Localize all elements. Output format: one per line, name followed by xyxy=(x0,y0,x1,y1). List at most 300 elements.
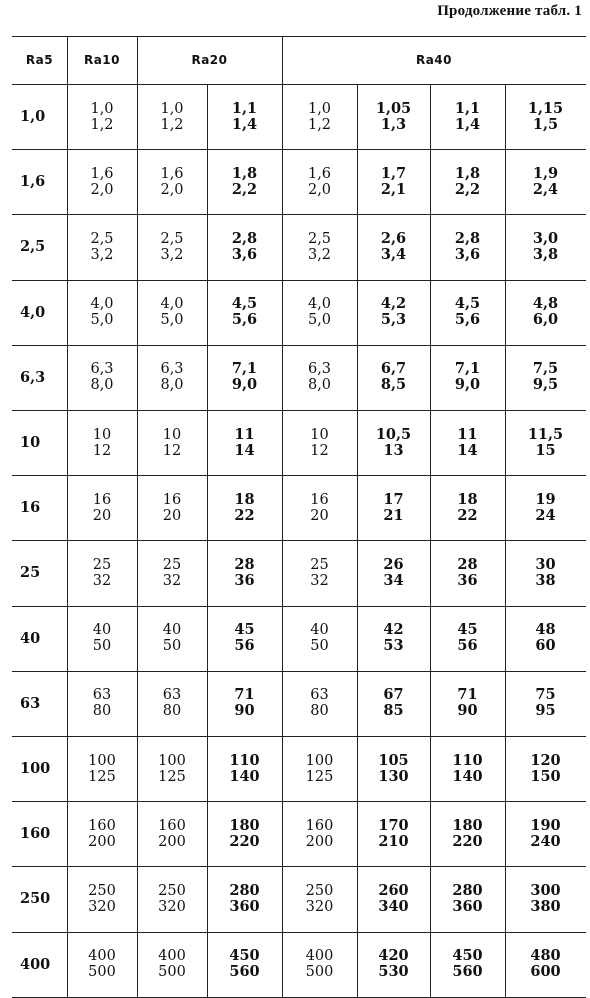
upper-value: 7,5 xyxy=(532,360,559,378)
upper-value: 4,0 xyxy=(160,296,184,313)
lower-value: 20 xyxy=(92,507,112,524)
value-pair xyxy=(90,231,113,263)
upper-value: 71 xyxy=(234,686,255,704)
value-cell xyxy=(430,214,505,279)
lower-value: 2,0 xyxy=(160,181,184,198)
lower-value: 5,0 xyxy=(90,312,114,329)
value-pair xyxy=(88,948,116,980)
value-pair xyxy=(535,492,555,524)
lower-value: 80 xyxy=(162,703,182,720)
lower-value: 8,0 xyxy=(90,377,114,394)
value-pair xyxy=(378,948,408,980)
value-pair xyxy=(528,427,563,459)
value-cell xyxy=(67,540,137,605)
value-pair xyxy=(535,687,555,719)
upper-value: 300 xyxy=(530,881,561,899)
upper-value: 25 xyxy=(162,556,182,573)
upper-value: 48 xyxy=(535,621,556,639)
value-cell xyxy=(282,736,357,801)
lower-value: 5,0 xyxy=(160,312,184,329)
lower-value: 500 xyxy=(305,964,334,981)
upper-value: 100 xyxy=(158,752,186,769)
upper-value: 110 xyxy=(452,751,483,769)
value-cell xyxy=(67,149,137,214)
upper-value: 67 xyxy=(383,686,404,704)
upper-value: 26 xyxy=(383,555,404,573)
upper-value: 2,5 xyxy=(307,230,332,247)
value-cell xyxy=(357,736,430,801)
lower-value: 2,2 xyxy=(454,180,481,198)
lower-value: 12 xyxy=(92,442,112,459)
value-cell xyxy=(505,540,586,605)
upper-value: 120 xyxy=(530,751,561,769)
value-pair xyxy=(535,557,555,589)
upper-value: 100 xyxy=(88,752,116,769)
value-pair xyxy=(457,622,477,654)
table-row xyxy=(12,149,586,214)
lower-value: 60 xyxy=(535,637,556,655)
upper-value: 75 xyxy=(535,686,556,704)
upper-value: 1,8 xyxy=(454,164,481,182)
value-pair xyxy=(160,231,183,263)
value-cell xyxy=(357,866,430,931)
table-row xyxy=(12,606,586,671)
upper-value: 2,5 xyxy=(160,230,184,247)
value-pair xyxy=(383,557,403,589)
value-pair xyxy=(310,622,328,654)
lower-value: 36 xyxy=(234,571,255,589)
value-cell xyxy=(137,540,207,605)
value-pair xyxy=(376,427,411,459)
value-pair xyxy=(528,101,563,133)
value-pair xyxy=(378,818,408,850)
table-row xyxy=(12,280,586,345)
value-cell xyxy=(430,84,505,149)
value-pair xyxy=(158,883,186,915)
value-pair xyxy=(308,361,331,393)
ra5-value: 160 xyxy=(20,825,51,843)
value-pair xyxy=(232,231,257,263)
ra5-value: 400 xyxy=(20,955,51,973)
lower-value: 320 xyxy=(88,898,116,915)
lower-value: 500 xyxy=(88,964,116,981)
value-cell xyxy=(67,606,137,671)
upper-value: 4,5 xyxy=(454,295,481,313)
upper-value: 63 xyxy=(310,687,329,704)
lower-value: 200 xyxy=(88,833,116,850)
lower-value: 5,0 xyxy=(307,312,332,329)
value-cell xyxy=(505,149,586,214)
value-pair xyxy=(533,231,558,263)
value-cell xyxy=(67,866,137,931)
value-cell xyxy=(505,84,586,149)
value-pair xyxy=(306,948,334,980)
value-pair xyxy=(308,231,331,263)
upper-value: 28 xyxy=(234,555,255,573)
value-pair xyxy=(308,296,331,328)
lower-value: 1,2 xyxy=(160,116,184,133)
value-pair xyxy=(158,818,186,850)
value-cell xyxy=(137,84,207,149)
upper-value: 450 xyxy=(229,947,260,965)
value-cell xyxy=(430,475,505,540)
value-pair xyxy=(535,622,555,654)
value-cell xyxy=(505,475,586,540)
upper-value: 40 xyxy=(92,622,112,639)
table-row xyxy=(12,540,586,605)
value-cell xyxy=(282,475,357,540)
lower-value: 500 xyxy=(158,964,186,981)
value-pair xyxy=(308,166,331,198)
lower-value: 90 xyxy=(234,702,255,720)
table-row xyxy=(12,671,586,736)
upper-value: 10,5 xyxy=(375,425,412,443)
value-pair xyxy=(530,753,560,785)
header-ra40: Ra40 xyxy=(415,53,453,67)
value-pair xyxy=(163,492,181,524)
upper-value: 16 xyxy=(162,491,182,508)
lower-value: 14 xyxy=(457,441,478,459)
value-cell xyxy=(282,149,357,214)
upper-value: 250 xyxy=(305,882,334,899)
lower-value: 50 xyxy=(92,638,112,655)
lower-value: 200 xyxy=(305,833,334,850)
value-pair xyxy=(158,753,186,785)
lower-value: 34 xyxy=(383,571,404,589)
value-cell xyxy=(207,606,282,671)
lower-value: 3,2 xyxy=(160,246,184,263)
lower-value: 2,0 xyxy=(90,181,114,198)
lower-value: 3,6 xyxy=(231,245,258,263)
lower-value: 14 xyxy=(234,441,255,459)
upper-value: 6,3 xyxy=(90,361,114,378)
value-pair xyxy=(381,231,406,263)
value-cell xyxy=(207,84,282,149)
value-cell xyxy=(137,345,207,410)
lower-value: 9,0 xyxy=(231,376,258,394)
value-pair xyxy=(455,166,480,198)
lower-value: 53 xyxy=(383,637,404,655)
value-cell xyxy=(430,149,505,214)
value-pair xyxy=(308,101,331,133)
value-pair xyxy=(533,296,558,328)
column-rule xyxy=(357,84,358,997)
upper-value: 30 xyxy=(535,555,556,573)
table-row xyxy=(12,932,586,997)
lower-value: 50 xyxy=(162,638,182,655)
value-cell xyxy=(137,736,207,801)
lower-value: 50 xyxy=(310,638,329,655)
value-cell xyxy=(505,410,586,475)
value-cell xyxy=(207,671,282,736)
value-cell xyxy=(430,866,505,931)
value-cell xyxy=(282,671,357,736)
upper-value: 160 xyxy=(158,817,186,834)
upper-value: 1,0 xyxy=(307,100,332,117)
lower-value: 5,6 xyxy=(454,311,481,329)
value-pair xyxy=(90,166,113,198)
ra5-value: 10 xyxy=(20,434,41,452)
value-cell xyxy=(137,149,207,214)
upper-value: 40 xyxy=(310,622,329,639)
value-pair xyxy=(234,687,254,719)
table-continuation-caption: Продолжение табл. 1 xyxy=(437,3,582,19)
value-cell xyxy=(67,671,137,736)
value-pair xyxy=(310,687,328,719)
upper-value: 280 xyxy=(452,881,483,899)
lower-value: 15 xyxy=(535,441,556,459)
lower-value: 36 xyxy=(457,571,478,589)
upper-value: 1,1 xyxy=(231,99,258,117)
value-pair xyxy=(378,883,408,915)
lower-value: 32 xyxy=(310,572,329,589)
ra5-value: 1,0 xyxy=(20,108,46,126)
value-pair xyxy=(310,492,328,524)
lower-value: 1,3 xyxy=(380,115,407,133)
upper-value: 45 xyxy=(457,621,478,639)
upper-value: 45 xyxy=(234,621,255,639)
value-pair xyxy=(452,883,482,915)
lower-value: 140 xyxy=(452,767,483,785)
table-row xyxy=(12,475,586,540)
upper-value: 25 xyxy=(92,556,112,573)
value-pair xyxy=(234,622,254,654)
lower-value: 56 xyxy=(234,637,255,655)
value-pair xyxy=(457,687,477,719)
lower-value: 8,0 xyxy=(307,377,332,394)
value-pair xyxy=(452,818,482,850)
value-pair xyxy=(229,818,259,850)
ra5-value: 4,0 xyxy=(20,303,46,321)
value-pair xyxy=(381,361,406,393)
value-cell xyxy=(282,540,357,605)
upper-value: 1,0 xyxy=(160,100,184,117)
value-pair xyxy=(457,427,477,459)
value-cell xyxy=(67,410,137,475)
ra5-value: 16 xyxy=(20,499,41,517)
value-cell xyxy=(207,475,282,540)
table-row xyxy=(12,736,586,801)
value-pair xyxy=(383,622,403,654)
column-rule xyxy=(207,84,208,997)
value-pair xyxy=(381,296,406,328)
value-cell xyxy=(67,84,137,149)
lower-value: 8,0 xyxy=(160,377,184,394)
lower-value: 1,5 xyxy=(532,115,559,133)
value-pair xyxy=(90,296,113,328)
value-cell xyxy=(282,606,357,671)
value-cell xyxy=(430,540,505,605)
lower-value: 13 xyxy=(383,441,404,459)
lower-value: 125 xyxy=(158,768,186,785)
lower-value: 20 xyxy=(310,507,329,524)
lower-value: 125 xyxy=(305,768,334,785)
value-cell xyxy=(505,932,586,997)
upper-value: 18 xyxy=(234,490,255,508)
value-pair xyxy=(452,753,482,785)
table-row xyxy=(12,345,586,410)
value-pair xyxy=(455,101,480,133)
lower-value: 90 xyxy=(457,702,478,720)
ra5-value: 25 xyxy=(20,564,41,582)
lower-value: 360 xyxy=(452,897,483,915)
lower-value: 8,5 xyxy=(380,376,407,394)
value-cell xyxy=(67,345,137,410)
value-cell xyxy=(430,606,505,671)
lower-value: 200 xyxy=(158,833,186,850)
value-pair xyxy=(306,883,334,915)
value-cell xyxy=(207,149,282,214)
value-cell xyxy=(137,280,207,345)
ra5-value: 6,3 xyxy=(20,368,46,386)
value-cell xyxy=(282,280,357,345)
upper-value: 11 xyxy=(457,425,478,443)
ra5-value: 2,5 xyxy=(20,238,46,256)
upper-value: 160 xyxy=(88,817,116,834)
lower-value: 1,4 xyxy=(454,115,481,133)
value-pair xyxy=(306,818,334,850)
lower-value: 3,6 xyxy=(454,245,481,263)
upper-value: 1,7 xyxy=(380,164,407,182)
value-pair xyxy=(160,296,183,328)
value-pair xyxy=(234,427,254,459)
lower-value: 12 xyxy=(310,442,329,459)
value-cell xyxy=(430,345,505,410)
table-row xyxy=(12,801,586,866)
value-pair xyxy=(383,492,403,524)
lower-value: 150 xyxy=(530,767,561,785)
upper-value: 7,1 xyxy=(231,360,258,378)
lower-value: 56 xyxy=(457,637,478,655)
upper-value: 1,0 xyxy=(90,100,114,117)
value-cell xyxy=(207,214,282,279)
value-cell xyxy=(67,214,137,279)
upper-value: 400 xyxy=(88,948,116,965)
ra5-value: 100 xyxy=(20,760,51,778)
upper-value: 42 xyxy=(383,621,404,639)
upper-value: 280 xyxy=(229,881,260,899)
lower-value: 21 xyxy=(383,506,404,524)
column-rule xyxy=(430,84,431,997)
value-pair xyxy=(381,166,406,198)
upper-value: 3,0 xyxy=(532,229,559,247)
lower-value: 320 xyxy=(158,898,186,915)
upper-value: 4,5 xyxy=(231,295,258,313)
upper-value: 170 xyxy=(378,816,409,834)
column-rule xyxy=(282,36,283,997)
value-cell xyxy=(357,410,430,475)
value-pair xyxy=(530,818,560,850)
table-row xyxy=(12,410,586,475)
value-cell xyxy=(357,475,430,540)
ra5-value: 1,6 xyxy=(20,173,46,191)
upper-value: 400 xyxy=(305,948,334,965)
column-rule xyxy=(505,84,506,997)
value-cell xyxy=(357,801,430,866)
value-cell xyxy=(357,345,430,410)
value-cell xyxy=(67,475,137,540)
value-cell xyxy=(207,801,282,866)
upper-value: 71 xyxy=(457,686,478,704)
value-cell xyxy=(505,345,586,410)
upper-value: 450 xyxy=(452,947,483,965)
upper-value: 40 xyxy=(162,622,182,639)
upper-value: 1,6 xyxy=(160,165,184,182)
value-pair xyxy=(229,883,259,915)
value-pair xyxy=(234,492,254,524)
value-pair xyxy=(383,687,403,719)
value-pair xyxy=(93,427,111,459)
value-cell xyxy=(67,280,137,345)
upper-value: 1,15 xyxy=(527,99,564,117)
value-cell xyxy=(137,801,207,866)
value-pair xyxy=(229,753,259,785)
upper-value: 18 xyxy=(457,490,478,508)
value-pair xyxy=(160,361,183,393)
lower-value: 22 xyxy=(457,506,478,524)
value-pair xyxy=(90,361,113,393)
value-cell xyxy=(430,280,505,345)
lower-value: 5,6 xyxy=(231,311,258,329)
lower-value: 5,3 xyxy=(380,311,407,329)
lower-value: 12 xyxy=(162,442,182,459)
lower-value: 95 xyxy=(535,702,556,720)
value-pair xyxy=(232,361,257,393)
lower-value: 600 xyxy=(530,963,561,981)
lower-value: 22 xyxy=(234,506,255,524)
value-pair xyxy=(93,622,111,654)
value-pair xyxy=(93,492,111,524)
upper-value: 110 xyxy=(229,751,260,769)
upper-value: 1,1 xyxy=(454,99,481,117)
upper-value: 160 xyxy=(305,817,334,834)
header-ra10: Ra10 xyxy=(83,53,121,67)
value-pair xyxy=(378,753,408,785)
upper-value: 16 xyxy=(310,491,329,508)
lower-value: 320 xyxy=(305,898,334,915)
upper-value: 190 xyxy=(530,816,561,834)
upper-value: 105 xyxy=(378,751,409,769)
upper-value: 28 xyxy=(457,555,478,573)
lower-value: 80 xyxy=(310,703,329,720)
value-pair xyxy=(232,296,257,328)
value-cell xyxy=(207,866,282,931)
value-cell xyxy=(357,84,430,149)
lower-value: 560 xyxy=(229,963,260,981)
upper-value: 1,6 xyxy=(90,165,114,182)
header-ra5: Ra5 xyxy=(25,53,54,67)
value-cell xyxy=(282,84,357,149)
upper-value: 1,9 xyxy=(532,164,559,182)
ra5-value: 40 xyxy=(20,629,41,647)
lower-value: 85 xyxy=(383,702,404,720)
value-pair xyxy=(93,687,111,719)
upper-value: 250 xyxy=(158,882,186,899)
value-cell xyxy=(505,214,586,279)
value-cell xyxy=(430,932,505,997)
value-cell xyxy=(430,671,505,736)
value-cell xyxy=(67,932,137,997)
lower-value: 125 xyxy=(88,768,116,785)
upper-value: 2,8 xyxy=(231,229,258,247)
upper-value: 4,0 xyxy=(307,296,332,313)
column-rule xyxy=(137,36,138,997)
lower-value: 38 xyxy=(535,571,556,589)
value-cell xyxy=(282,932,357,997)
upper-value: 6,3 xyxy=(160,361,184,378)
lower-value: 530 xyxy=(378,963,409,981)
value-cell xyxy=(137,606,207,671)
